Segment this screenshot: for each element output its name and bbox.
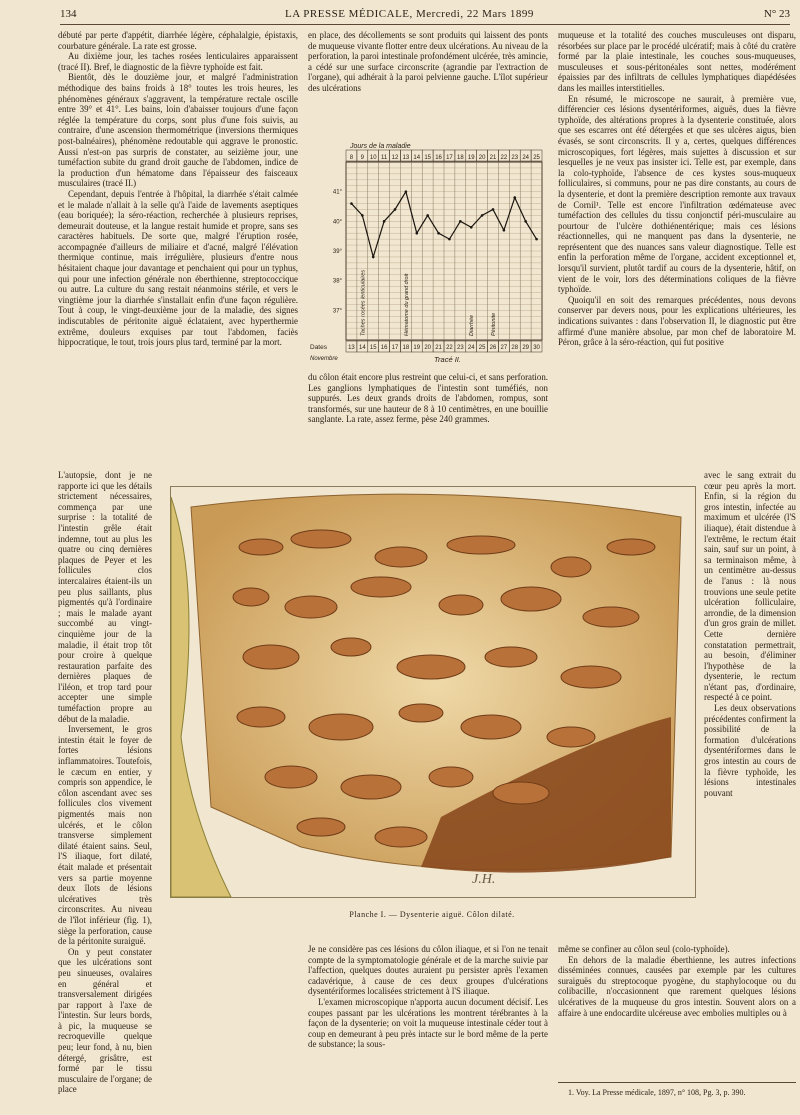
ulcer-shape [285,596,337,618]
col2-after-paragraph: du côlon était encore plus restreint que celui-ci, et sans perforation. Les ganglions lymphatiques de l'intestin sont tuméfiés, non suppurés. Les deux grands droits de l'abdomen, rompus, sont transformés, sur une hauteur de 8 à 10 centimètres, en une bouillie sanglante. La rate, assez ferme, pèse 240 grammes. [308,372,548,425]
ulcer-shape [243,645,299,669]
ulcer-shape [607,539,655,555]
temperature-point [350,202,353,205]
col2-bottom-paragraph: L'examen microscopique n'apporta aucun document décisif. Les coupes passant par les ulcérations les montrent térébrantes à la façon de la dysenterie; on voit la muqueuse intestinale céder tout à coup en demeurant à peu près intacte sur le bord même de la perte de substance; la sous- [308,996,548,1050]
ulcer-shape [237,707,285,727]
temperature-point [492,208,495,211]
column-1-top [58,30,298,470]
col3-paragraph: muqueuse et la totalité des couches musculeuses ont disparu, résorbées sur place par le procédé ulcératif; mais à côté du cratère formé par la plaie intestinale, les couches sous-muqueuses, musculeuses et sous-péritonéales sont nettes, modérément épaissies par des infiltrats de cellules lymphatiques diapédésées dans les mailles interstitielles. [558,30,796,93]
temperature-chart [308,140,548,368]
date-label: 18 [402,345,410,351]
day-label: 24 [522,155,530,161]
col2-paragraph: en place, des décollements se sont produits qui laissent des ponts de muqueuse vivante flotter entre deux ulcérations. Au niveau de la perforation, la paroi intestinale profondément ulcérée, très amincie, a cédé sur une surface circonscrite (agrandie par l'extraction de l'organe), qui adhérait à la paroi pelvienne gauche. L'îlot supérieur des ulcérations [308,30,548,93]
col2-bottom-paragraph: Je ne considère pas ces lésions du côlon iliaque, et si l'on ne tenait compte de la symptomatologie générale et de la marche suivie par l'affection, quelques doutes auraient pu persister après l'examen cadavérique, à cause de ces deux groupes d'ulcérations dysentériformes localisées strictement à l'S iliaque. [308,944,548,997]
date-row-label: Dates [310,344,327,351]
plate-signature: J.H. [472,872,496,887]
temperature-point [361,214,364,217]
chart-annotation: Taches rosées lenticulaires [360,269,367,336]
day-label: 19 [467,155,475,161]
chart-title: Jours de la maladie [350,143,411,150]
col1-paragraph: Bientôt, dès le douzième jour, et malgré l'administration méthodique des bains froids à 18° toutes les trois heures, les phénomènes généraux s'aggravent, la température rectale oscille entre 39° et 41°. Les bains, loin d'abaisser toujours d'une façon réglée la température du corps, sont plus d'une fois suivis, au contraire, d'une ascension thermométrique (inversions thermiques post-balnéaires), phénomène redoutable qui aggrave le pronostic. Aussi n'est-on pas surpris de constater, au seizième jour, une tuméfaction subite du grand droit gauche de l'abdomen, indice de la production d'un hématome dans l'épaisseur des faisceaux musculaires (tracé II.) [58,72,298,189]
temperature-point [415,232,418,235]
temperature-point [481,214,484,217]
ulcer-shape [297,818,345,836]
chart-annotation: Hématome du grand droit [403,273,410,336]
date-label: 29 [522,345,530,351]
ulcer-shape [233,588,269,606]
day-label: 13 [402,155,410,161]
col3-paragraph: Quoiqu'il en soit des remarques précédentes, nous devons conserver par devers nous, pour les explications ultérieures, les indications suivantes : dans l'observation II, le diagnostic put être affirmé d'une manière absolue, par mon chef de laboratoire M. Péron, grâce à la séro-réaction, qui fut positive [558,294,796,348]
chart-annotation: Péritonite [491,312,497,336]
temperature-point [503,229,506,232]
date-label: 20 [424,345,432,351]
column-1-bottom [58,944,298,1104]
column-3-narrow [704,470,796,950]
temperature-point [459,220,462,223]
temperature-point [448,238,451,241]
ulcer-shape [439,595,483,615]
day-label: 9 [360,155,365,161]
col1-narrow-paragraph: L'autopsie, dont je ne rapporte ici que les détails strictement nécessaires, commença par une surprise : la totalité de l'intestin grêle était indemne, tout au plus les quatre ou cinq dernières plaques de Peyer et les follicules clos intercalaires étaient-ils un peu plus saillants, plus pigmentés qu'à l'ordinaire ; mais le malade ayant succombé au vingt-cinquième jour de la maladie, il était trop tôt pour croire à quelque restauration parfaite des dernières plaques de l'iléon, et trop tard pour accepter une simple tuméfaction propre au début de la maladie. [58,470,152,724]
column-1-narrow [58,470,152,1095]
ulcer-shape [309,714,373,740]
ulcer-shape [485,647,537,667]
day-label: 23 [511,155,519,161]
ulcer-shape [265,766,317,788]
day-label: 15 [424,155,432,161]
col3-narrow-paragraph: Les deux observations précédentes confirment la possibilité de la formation d'ulcérations dysentériformes dans le gros intestin au cours de la fièvre typhoïde, les lésions intestinales pouvant [704,703,796,798]
ulcer-shape [551,557,591,577]
y-tick-label: 38° [332,278,342,285]
temperature-point [470,226,473,229]
column-3-tail [558,944,796,1064]
date-label: 21 [435,345,442,351]
ulcer-shape [583,607,639,627]
ulcer-shape [399,704,443,722]
col1-paragraph: Cependant, depuis l'entrée à l'hôpital, la diarrhée s'était calmée et le malade n'allait à la selle qu'à l'aide de lavements aseptiques (eau boriquée); la séro-réaction, recherchée à plusieurs reprises, demeurait douteuse, et la langue restait humide et propre, sans ses caractères habituels. De sorte que, malgré l'éruption rosée, accompagnée d'ailleurs de miliaire et d'acné, malgré l'élévation thermique continue, mais irrégulière, plusieurs d'entre nous hésitaient chaque jour davantage et penchaient qui pour un typhus, qui pour une infection générale non éberthienne, streptococcique ou autre. La culture du sang restait néanmoins stérile, et vers le vingtième jour la diarrhée s'installait enfin d'une façon régulière. Tout à coup, le vingt-deuxième jour de la maladie, des signes indiscutables de péritonite aiguë éclataient, avec hyperthermie extrême, douleurs exquises par tout l'abdomen, faciès hippocratique, le tout, trois jours plus tard, terminé par la mort. [58,188,298,348]
date-label: 19 [413,345,421,351]
ulcer-shape [461,715,521,739]
col1-narrow-paragraph: On y peut constater que les ulcérations sont peu sinueuses, ovalaires en général et transversalement dirigées par rapport à l'axe de l'intestin. Sur leurs bords, à pic, la muqueuse se recroqueville quelque peu; leur fond, à nu, bien détergé, grisâtre, est formé par le tissu musculaire de l'organe; de place [58,946,152,1095]
date-label: 26 [489,345,497,351]
plate-caption: Planche I. — Dysenterie aiguë. Côlon dilaté. [349,910,515,919]
day-label: 14 [413,155,421,161]
col3-paragraph: En résumé, le microscope ne saurait, à première vue, différencier ces lésions dysentériformes, aiguës, dues la fièvre typhoïde, des altérations propres à la dysenterie constituée, alors que ses escarres ont été détergées et que ses ulcères aigus, bien évasés, se sont circonscrits. Il y a, certes, quelques différences microscopiques, fort légères, mais sujettes à discussion et sur lesquelles je ne veux pas insister ici. Telle est, par exemple, dans la colo-typhoïde, l'absence de ces kystes sous-muqueux folliculaires, si communs, pour ne pas dire constants, au cours de la dysenterie, et dont la première description remonte aux travaux de Cornil¹. Telle est encore l'infiltration œdémateuse avec tuméfaction des cellules du tissu conjonctif péri-musculaire au pourtour de l'ulcère dothiénentérique; mais ces lésions réactionnelles, qui ne manquent pas dans la dysenterie, ne représentent que des nuances sans valeur diagnostique. Telle est enfin la perforation même de l'organe, accident exceptionnel et, lorsqu'il survient, plutôt tardif au cours de la dysenterie, hâtif, on vient de le voir, lors des déterminations coliques de la fièvre typhoïde. [558,93,796,295]
date-label: 14 [358,345,366,351]
date-label: 17 [391,345,399,351]
chart-caption: Tracé II. [434,355,461,364]
col1-paragraph: Au dixième jour, les taches rosées lenticulaires apparaissent (tracé II). Bref, le diagnostic de la fièvre typhoïde est fait. [58,51,298,72]
date-label: 23 [456,345,464,351]
day-label: 25 [533,155,540,161]
date-label: 13 [348,345,355,351]
temperature-point [405,190,408,193]
column-2-after-chart [308,372,548,462]
day-label: 8 [349,155,354,161]
day-label: 17 [446,155,453,161]
date-label: 30 [533,345,540,351]
date-label: 25 [478,345,486,351]
ulcer-shape [239,539,283,555]
ulcer-shape [375,827,427,847]
page-header [60,6,790,25]
ulcer-shape [375,547,427,567]
month-label: Novembre [310,356,338,362]
ulcer-shape [561,666,621,688]
temperature-point [426,214,429,217]
day-label: 16 [435,155,442,161]
issue-number: N° 23 [763,8,790,20]
column-2-top [308,30,548,138]
y-tick-label: 41° [332,189,342,196]
y-tick-label: 37° [332,308,342,315]
day-label: 18 [456,155,464,161]
ulcer-shape [429,767,473,787]
day-label: 10 [369,155,377,161]
date-label: 28 [511,345,519,351]
ulcer-shape [341,775,401,799]
day-label: 21 [489,155,497,161]
col3-tail-paragraph: En dehors de la maladie éberthienne, les autres infections disséminées connues, causées par exemple par les cultures suraiguës du streptocoque pyogène, du staphylocoque ou du colibacille, n'occasionnent que rarement quelques lésions ulcératives de la muqueuse du gros intestin. Souvent alors on a affaire à une endocardite ulcéreuse avec embolies multiples ou à [558,954,796,1018]
chart-annotation: Diarrhée [469,314,476,336]
ulcer-shape [331,638,371,656]
date-label: 16 [380,345,388,351]
journal-title: LA PRESSE MÉDICALE, Mercredi, 22 Mars 1899 [285,8,534,20]
column-3-top [558,30,796,470]
temperature-point [383,220,386,223]
footnote: 1. Voy. La Presse médicale, 1897, n° 108, Pg. 3, p. 390. [568,1088,746,1097]
ulcer-shape [547,727,595,747]
footnote-rule [558,1082,796,1083]
day-label: 11 [380,155,388,161]
ulcer-shape [397,655,465,679]
day-label: 20 [478,155,486,161]
anatomical-plate [170,486,696,898]
col3-narrow-paragraph: avec le sang extrait du cœur peu après la mort. Enfin, si la région du gros intestin, infectée au maximum et ulcérée (l'S iliaque), était distendue à l'extrême, le rectum était sain, sauf sur un point, à sa terminaison même, à un centimètre au-dessus de l'anus : là nous trouvions une seule petite ulcération folliculaire, arrondie, de la dimension d'un gros grain de millet. Cette dernière constatation permettrait, au besoin, d'éliminer l'hypothèse de la dysenterie, le rectum n'étant pas, d'ordinaire, respecté à ce point. [704,470,796,703]
date-label: 22 [446,345,453,351]
ulcer-shape [493,782,549,804]
date-label: 27 [500,345,508,351]
page-number: 134 [60,8,77,20]
temperature-point [372,256,375,259]
ulcer-shape [447,536,515,554]
col3-tail-paragraph: même se confiner au côlon seul (colo-typhoïde). [558,944,730,954]
temperature-point [524,220,527,223]
date-label: 15 [369,345,377,351]
temperature-point [394,208,397,211]
day-label: 12 [391,155,399,161]
y-tick-label: 40° [332,219,342,226]
ulcer-shape [351,577,411,597]
col1-narrow-paragraph: Inversement, le gros intestin était le foyer de fortes lésions inflammatoires. Toutefois, le cæcum en entier, y compris son appendice, le côlon ascendant avec ses follicules clos vivement pigmentés mais non ulcérés, et le côlon transverse simplement dilaté étaient sains. Seul, l'S iliaque, fort dilaté, était malade et présentait vers sa partie moyenne deux îlots de lésions ulcératives très circonscrites. Au niveau de l'îlot inférieur (fig. 1), siège la perforation, cause de la péritonite suraiguë. [58,724,152,947]
temperature-point [513,196,516,199]
date-label: 24 [467,345,475,351]
ulcer-shape [291,530,351,548]
day-label: 22 [500,155,508,161]
column-2-bottom [308,944,548,1104]
temperature-point [535,238,538,241]
ulcer-shape [501,587,561,611]
temperature-point [437,232,440,235]
plate-illustration [171,487,695,897]
chart-svg [308,140,548,368]
col1-paragraph: débuté par perte d'appétit, diarrhée légère, céphalalgie, épistaxis, courbature générale. La rate est grosse. [58,30,298,51]
y-tick-label: 39° [332,249,342,255]
